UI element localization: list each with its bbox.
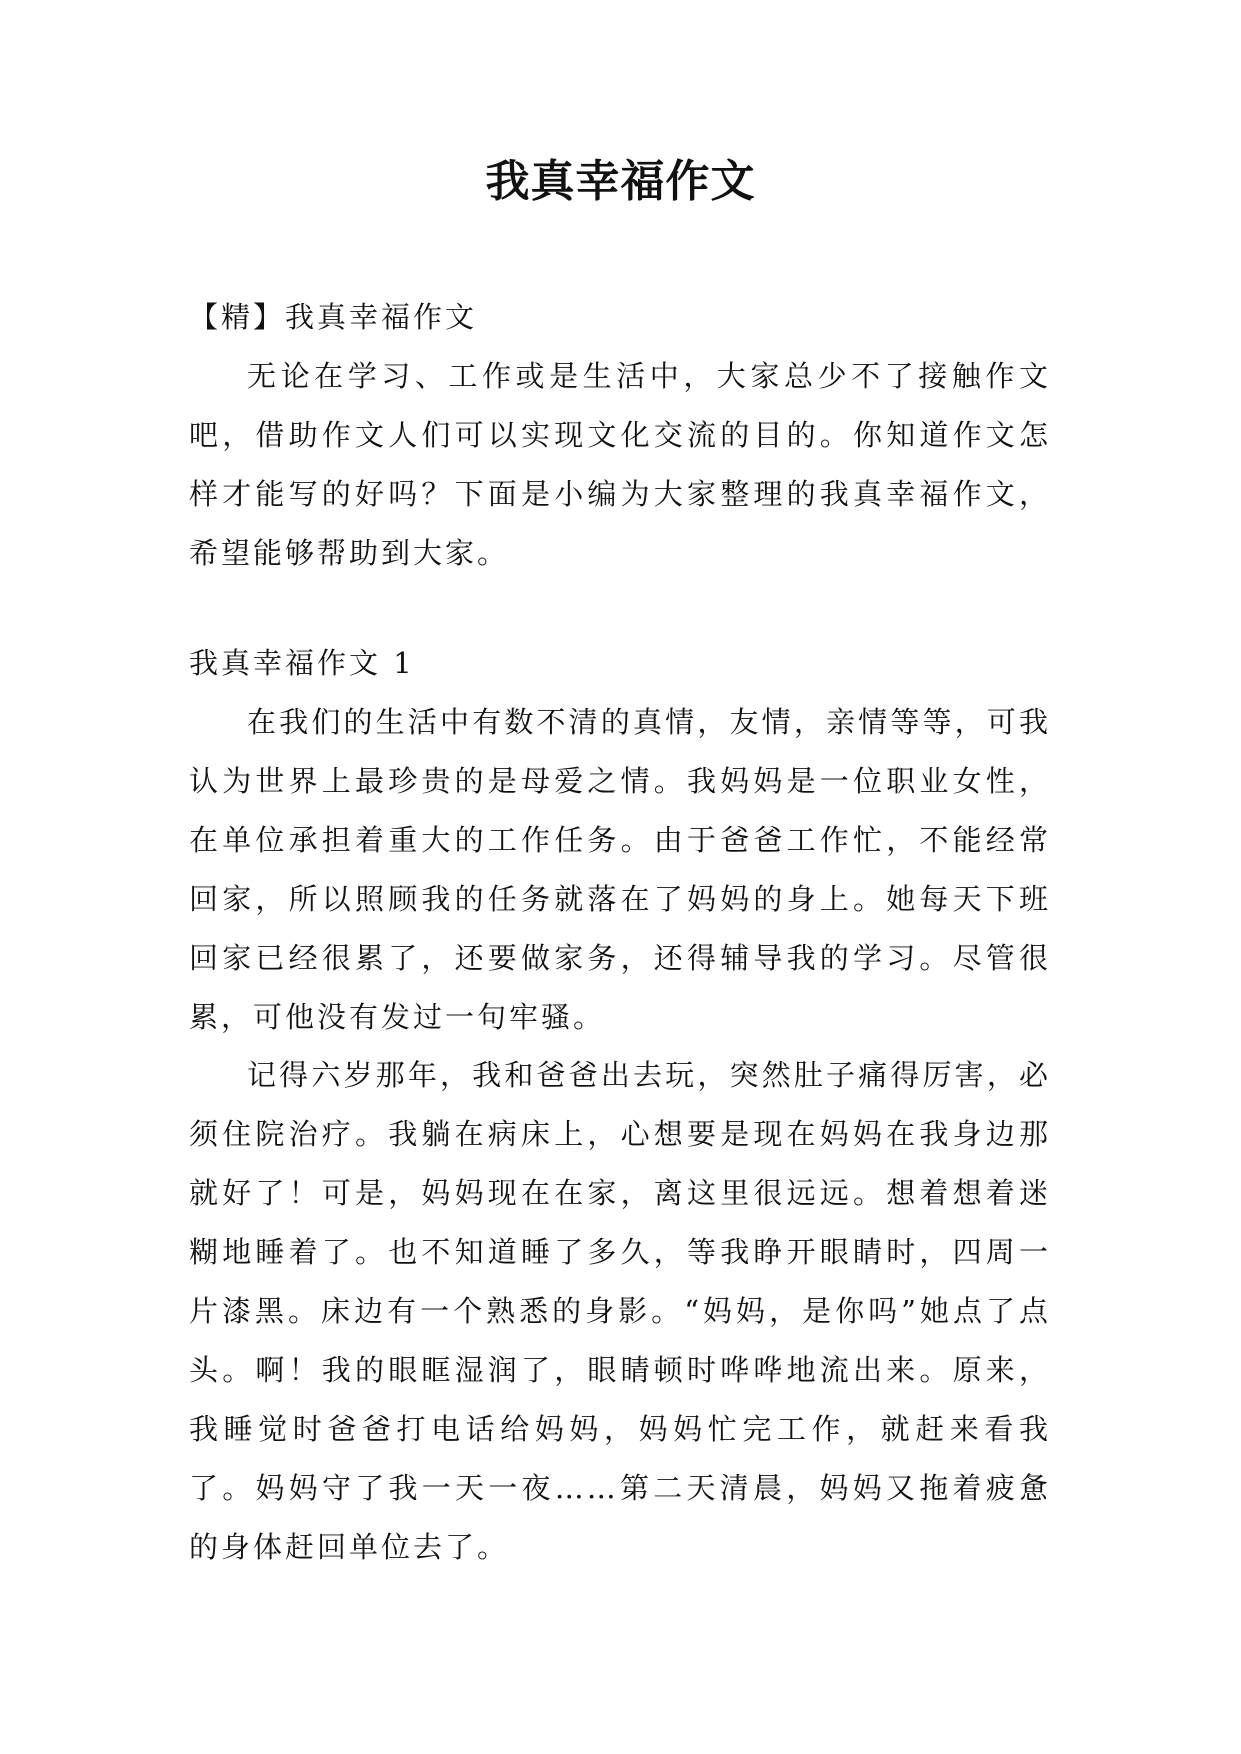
section-paragraph: 记得六岁那年，我和爸爸出去玩，突然肚子痛得厉害，必须住院治疗。我躺在病床上，心想要是现在妈妈在我身边那就好了！可是，妈妈现在在家，离这里很远远。想着想着迷糊地睡着了。也不知道睡了多久，等我睁开眼睛时，四周一片漆黑。床边有一个熟悉的身影。“妈妈，是你吗”她点了点头。啊！我的眼眶湿润了，眼睛顿时哗哗地流出来。原来，我睡觉时爸爸打电话给妈妈，妈妈忙完工作，就赶来看我了。妈妈守了我一天一夜……第二天清晨，妈妈又拖着疲惫的身体赶回单位去了。 (189, 1058, 1051, 1564)
intro-paragraph: 无论在学习、工作或是生活中，大家总少不了接触作文吧，借助作文人们可以实现文化交流的目的。你知道作文怎样才能写的好吗？下面是小编为大家整理的我真幸福作文，希望能够帮助到大家。 (189, 359, 1051, 570)
section-paragraph: 在我们的生活中有数不清的真情，友情，亲情等等，可我认为世界上最珍贵的是母爱之情。我妈妈是一位职业女性，在单位承担着重大的工作任务。由于爸爸工作忙，不能经常回家，所以照顾我的任务就落在了妈妈的身上。她每天下班回家已经很累了，还要做家务，还得辅导我的学习。尽管很累，可他没有发过一句牢骚。 (189, 705, 1051, 1034)
document-title: 我真幸福作文 (485, 156, 756, 207)
document-subtitle: 【精】我真幸福作文 (189, 300, 478, 334)
section-heading: 我真幸福作文 1 (189, 646, 415, 680)
